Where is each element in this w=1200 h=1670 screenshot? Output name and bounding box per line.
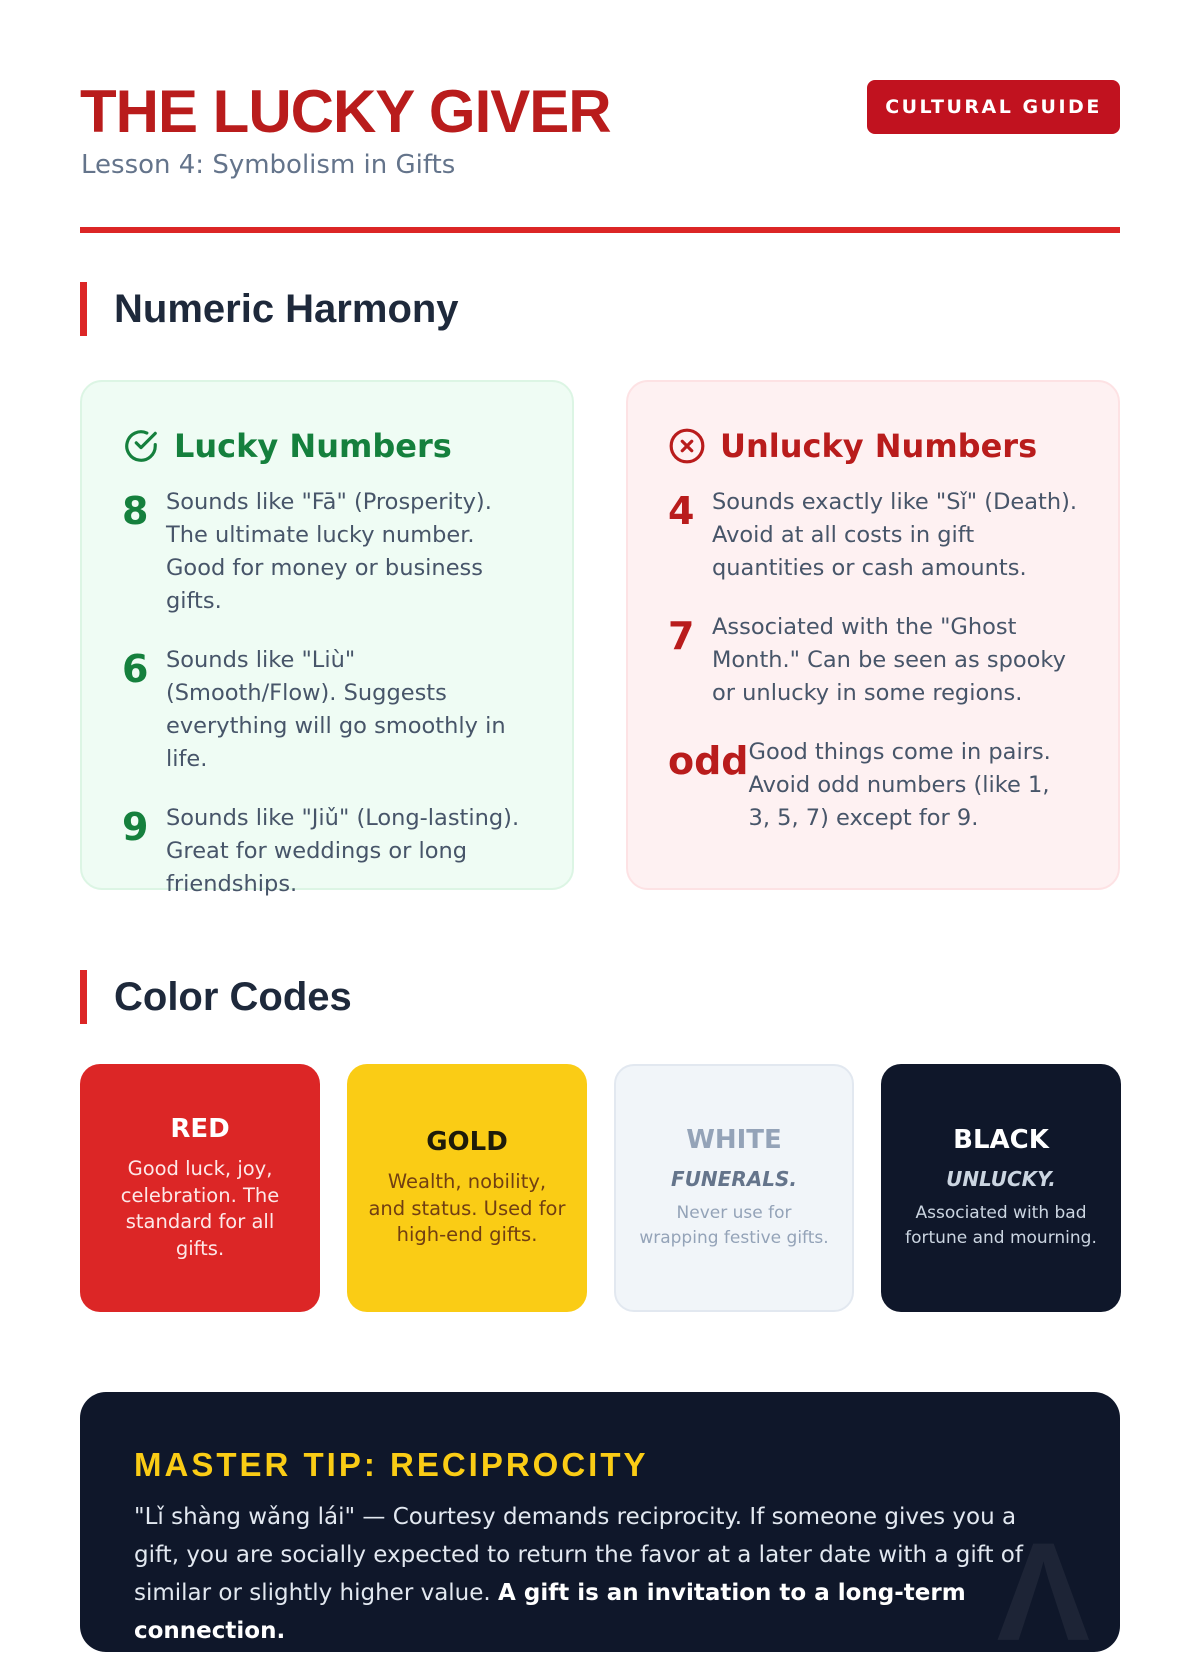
lucky-number-desc: Sounds like "Jiǔ" (Long-lasting). Great for weddings or long friendships. xyxy=(166,805,520,897)
color-card-red xyxy=(80,1064,320,1312)
unlucky-number: 7 xyxy=(668,614,695,658)
lucky-number-item xyxy=(122,486,532,618)
unlucky-number-item xyxy=(668,736,1078,835)
lucky-number-desc: Sounds like "Fā" (Prosperity). The ultimate lucky number. Good for money or business gifts. xyxy=(166,489,492,614)
unlucky-numbers-header xyxy=(668,422,1078,470)
lucky-numbers-panel xyxy=(80,380,574,897)
color-name: RED xyxy=(170,1114,230,1144)
header-divider xyxy=(80,227,1120,233)
unlucky-number-desc: Associated with the "Ghost Month." Can be seen as spooky or unlucky in some regions. xyxy=(712,614,1066,706)
color-name: BLACK xyxy=(953,1125,1049,1155)
decorative-glyph-icon: Λ xyxy=(996,1513,1090,1670)
unlucky-number-item xyxy=(668,486,1078,585)
master-tip-card xyxy=(80,1392,1120,1670)
unlucky-number-desc: Sounds exactly like "Sǐ" (Death). Avoid at all costs in gift quantities or cash amounts. xyxy=(712,489,1078,581)
color-desc: Never use for wrapping festive gifts. xyxy=(639,1203,829,1248)
tip-text: "Lǐ shàng wǎng lái" — Courtesy demands reciprocity. If someone gives you a gift, you are socially expected to return the favor at a later date with a gift of similar or slightly higher value. xyxy=(134,1504,1023,1606)
lucky-number: 8 xyxy=(122,489,149,533)
color-emphasis: UNLUCKY. xyxy=(946,1167,1056,1191)
check-circle-icon xyxy=(122,427,160,465)
lucky-number: 6 xyxy=(122,647,149,691)
section-title-colors: Color Codes xyxy=(80,970,352,1024)
lucky-number: 9 xyxy=(122,805,149,849)
lucky-numbers-title: Lucky Numbers xyxy=(174,427,452,465)
lucky-numbers-header xyxy=(122,422,532,470)
color-desc: Associated with bad fortune and mourning. xyxy=(905,1203,1097,1248)
color-desc: Good luck, joy, celebration. The standard for all gifts. xyxy=(120,1157,280,1260)
page-subtitle: Lesson 4: Symbolism in Gifts xyxy=(81,150,456,180)
lucky-number-desc: Sounds like "Liù" (Smooth/Flow). Suggests everything will go smoothly in life. xyxy=(166,647,506,772)
page-title: THE LUCKY GIVER xyxy=(80,78,611,145)
header xyxy=(80,80,1120,233)
color-name: WHITE xyxy=(686,1125,782,1155)
tip-emphasis: A gift is an invitation to a long-term connection. xyxy=(134,1580,966,1644)
category-badge: CULTURAL GUIDE xyxy=(867,80,1120,134)
lucky-number-item xyxy=(122,644,532,776)
color-card-white xyxy=(614,1064,854,1312)
unlucky-number: odd xyxy=(668,739,749,783)
section-title-numeric: Numeric Harmony xyxy=(80,282,459,336)
color-emphasis: FUNERALS. xyxy=(671,1167,797,1191)
color-card-gold xyxy=(347,1064,587,1312)
tip-title: MASTER TIP: RECIPROCITY xyxy=(134,1446,649,1483)
unlucky-numbers-panel xyxy=(626,380,1120,890)
lucky-number-item xyxy=(122,802,532,901)
unlucky-number-desc: Good things come in pairs. Avoid odd numbers (like 1, 3, 5, 7) except for 9. xyxy=(748,739,1051,831)
x-circle-icon xyxy=(668,427,706,465)
color-desc: Wealth, nobility, and status. Used for high-end gifts. xyxy=(368,1170,566,1247)
color-name: GOLD xyxy=(426,1127,508,1158)
unlucky-number: 4 xyxy=(668,489,695,533)
unlucky-number-item xyxy=(668,611,1078,710)
unlucky-numbers-title: Unlucky Numbers xyxy=(720,427,1038,465)
tip-body xyxy=(134,1498,1066,1650)
color-card-black xyxy=(881,1064,1121,1312)
